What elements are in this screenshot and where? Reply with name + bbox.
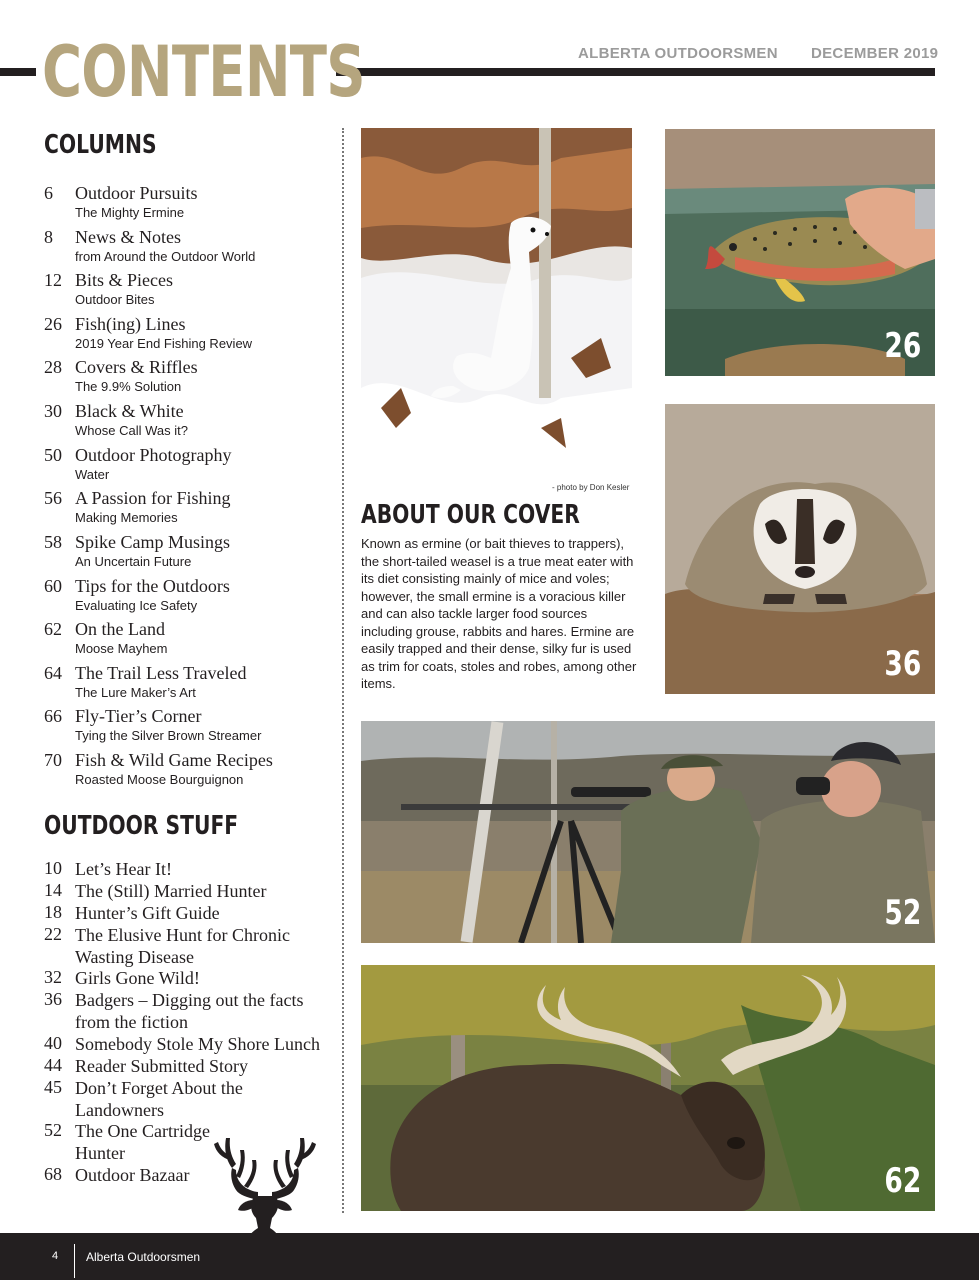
entry-subtitle: The Lure Maker’s Art xyxy=(75,685,196,700)
photo-badger[interactable] xyxy=(665,404,935,694)
entry-page-number: 45 xyxy=(44,1077,62,1097)
entry-page-number: 52 xyxy=(44,1120,62,1140)
entry-subtitle: from Around the Outdoor World xyxy=(75,249,256,264)
issue-date: DECEMBER 2019 xyxy=(811,45,939,62)
entry-title: Spike Camp Musings xyxy=(75,532,231,552)
entry-page-number: 70 xyxy=(44,750,62,770)
photo-credit: - photo by Don Kesler xyxy=(552,483,630,492)
columns-heading: COLUMNS xyxy=(44,130,157,160)
entry-page-number: 50 xyxy=(44,445,62,465)
footer-page-number: 4 xyxy=(52,1250,59,1262)
photo-page-number: 62 xyxy=(884,1161,921,1201)
entry-title: Reader Submitted Story xyxy=(75,1056,248,1076)
header-rule-right xyxy=(336,68,935,76)
header-rule-left xyxy=(0,68,36,76)
entry-page-number: 68 xyxy=(44,1164,62,1184)
entry-subtitle: Water xyxy=(75,467,110,482)
entry-subtitle: The Mighty Ermine xyxy=(75,205,185,220)
entry-subtitle: Whose Call Was it? xyxy=(75,423,188,438)
entry-title: Outdoor Bazaar xyxy=(75,1165,190,1185)
entry-page-number: 22 xyxy=(44,924,62,944)
entry-page-number: 36 xyxy=(44,989,62,1009)
entry-page-number: 30 xyxy=(44,401,62,421)
photo-moose[interactable] xyxy=(361,965,935,1211)
entry-page-number: 26 xyxy=(44,314,62,334)
entry-page-number: 66 xyxy=(44,706,62,726)
entry-subtitle: Roasted Moose Bourguignon xyxy=(75,772,244,787)
entry-page-number: 12 xyxy=(44,270,62,290)
magazine-name: ALBERTA OUTDOORSMEN xyxy=(578,45,778,62)
entry-title: Girls Gone Wild! xyxy=(75,968,200,988)
entry-title: Fly-Tier’s Corner xyxy=(75,706,202,726)
entry-title: The Trail Less Traveled xyxy=(75,663,247,683)
entry-subtitle: 2019 Year End Fishing Review xyxy=(75,336,253,351)
entry-title: The Elusive Hunt for Chronic Wasting Disease xyxy=(75,925,290,967)
entry-subtitle: An Uncertain Future xyxy=(75,554,192,569)
page-title: CONTENTS xyxy=(42,31,365,113)
footer-magazine-name: Alberta Outdoorsmen xyxy=(86,1250,201,1264)
about-cover-heading: ABOUT OUR COVER xyxy=(361,500,580,530)
entry-subtitle: Making Memories xyxy=(75,510,178,525)
entry-title: Badgers – Digging out the facts from the fiction xyxy=(75,990,304,1032)
entry-page-number: 14 xyxy=(44,880,62,900)
entry-title: Hunter’s Gift Guide xyxy=(75,903,220,923)
photo-hunters[interactable] xyxy=(361,721,935,943)
entry-title: Black & White xyxy=(75,401,184,421)
entry-page-number: 44 xyxy=(44,1055,62,1075)
entry-title: Outdoor Photography xyxy=(75,445,232,465)
cover-photo-ermine xyxy=(361,128,632,481)
entry-title: News & Notes xyxy=(75,227,181,247)
entry-subtitle: Evaluating Ice Safety xyxy=(75,598,198,613)
entry-page-number: 64 xyxy=(44,663,62,683)
entry-title: A Passion for Fishing xyxy=(75,488,231,508)
entry-title: Bits & Pieces xyxy=(75,270,173,290)
entry-page-number: 40 xyxy=(44,1033,62,1053)
photo-page-number: 36 xyxy=(884,644,921,684)
entry-title: Let’s Hear It! xyxy=(75,859,172,879)
entry-title: On the Land xyxy=(75,619,165,639)
entry-subtitle: Outdoor Bites xyxy=(75,292,155,307)
photo-page-number: 26 xyxy=(884,326,921,366)
entry-page-number: 18 xyxy=(44,902,62,922)
entry-title: Covers & Riffles xyxy=(75,357,198,377)
entry-page-number: 10 xyxy=(44,858,62,878)
entry-title: Don’t Forget About the Landowners xyxy=(75,1078,243,1120)
entry-title: Somebody Stole My Shore Lunch xyxy=(75,1034,320,1054)
entry-title: Outdoor Pursuits xyxy=(75,183,198,203)
entry-page-number: 28 xyxy=(44,357,62,377)
entry-page-number: 62 xyxy=(44,619,62,639)
entry-title: Fish & Wild Game Recipes xyxy=(75,750,273,770)
outdoor-stuff-heading: OUTDOOR STUFF xyxy=(44,811,239,841)
entry-subtitle: Tying the Silver Brown Streamer xyxy=(75,728,262,743)
entry-page-number: 56 xyxy=(44,488,62,508)
entry-page-number: 8 xyxy=(44,227,53,247)
entry-title: Tips for the Outdoors xyxy=(75,576,230,596)
about-cover-text: Known as ermine (or bait thieves to trappers), the short-tailed weasel is a true meat eater with its diet consisting mainly of mice and voles; however, the small ermine is a voracious killer and can also tackle larger food sources including grouse, rabbits and hares. Ermine are easily trapped and their dense, silky fur is used as trim for coats, stoles and robes, among other items. xyxy=(361,536,637,691)
entry-title: The One Cartridge Hunter xyxy=(75,1121,210,1163)
entry-subtitle: Moose Mayhem xyxy=(75,641,168,656)
entry-page-number: 58 xyxy=(44,532,62,552)
entry-title: Fish(ing) Lines xyxy=(75,314,186,334)
entry-title: The (Still) Married Hunter xyxy=(75,881,267,901)
entry-page-number: 6 xyxy=(44,183,53,203)
photo-page-number: 52 xyxy=(884,893,921,933)
entry-page-number: 60 xyxy=(44,576,62,596)
photo-trout[interactable] xyxy=(665,129,935,376)
column-divider xyxy=(342,128,344,1213)
entry-subtitle: The 9.9% Solution xyxy=(75,379,182,394)
entry-page-number: 32 xyxy=(44,967,62,987)
footer-separator xyxy=(74,1244,75,1278)
